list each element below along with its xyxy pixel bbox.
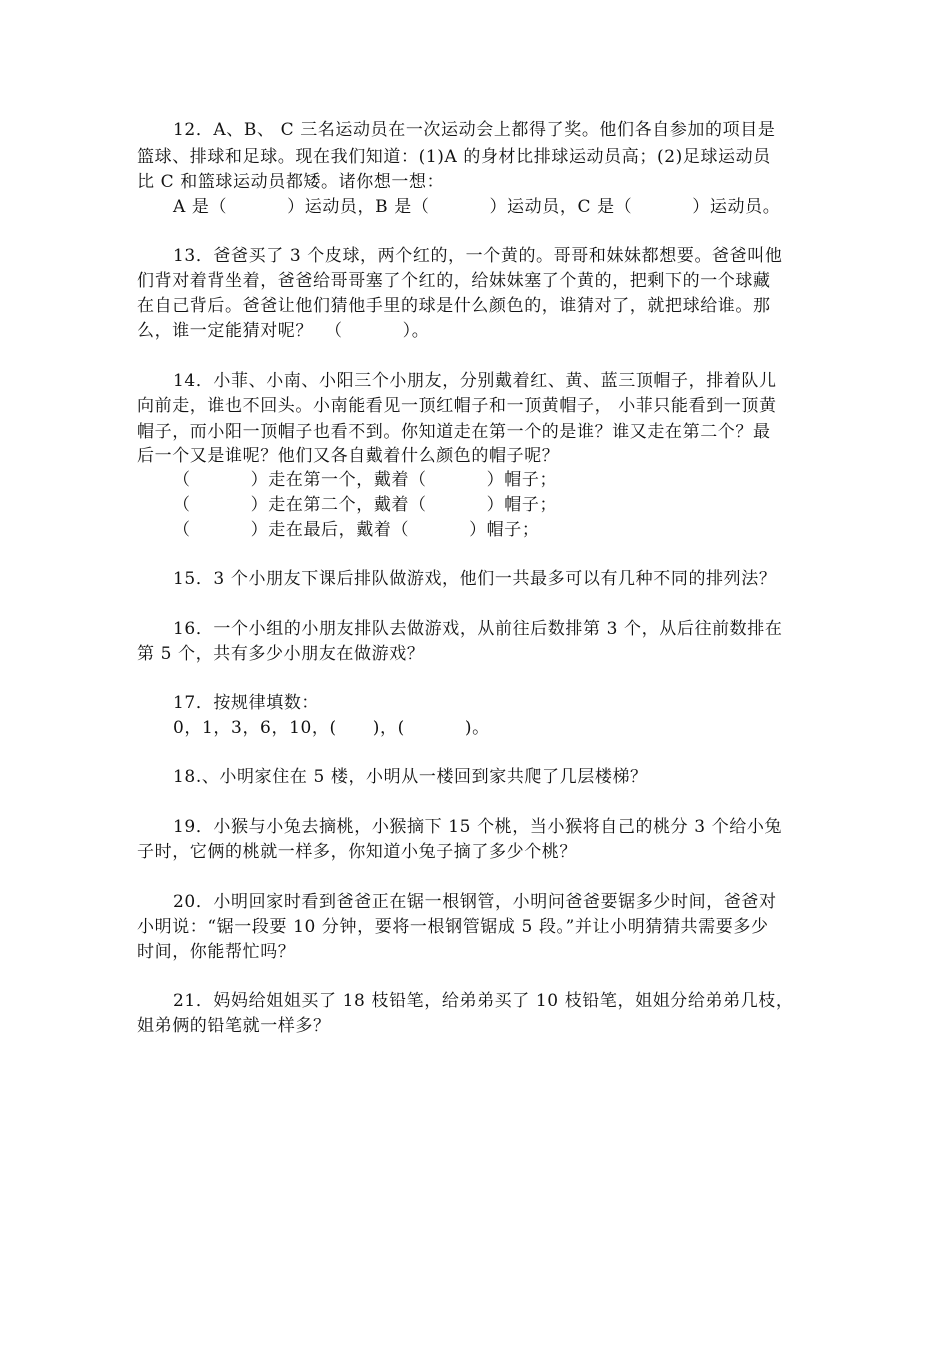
q14-answer-line-1: （ ）走在第一个，戴着（ ）帽子； (173, 470, 558, 490)
q12-line-1: 12．A、B、 C 三名运动员在一次运动会上都得了奖。他们各自参加的项目是 (173, 120, 776, 140)
q20-line-2: 小明说：“锯一段要 10 分钟，要将一根钢管锯成 5 段。”并让小明猜猜共需要多少 (137, 917, 769, 937)
q13-line-3: 在自己背后。爸爸让他们猜他手里的球是什么颜色的，谁猜对了，就把球给谁。那 (137, 296, 771, 316)
q13-line-4: 么，谁一定能猜对呢？ （ ）。 (137, 321, 430, 341)
q14-line-1: 14．小菲、小南、小阳三个小朋友，分别戴着红、黄、蓝三顶帽子，排着队儿 (173, 371, 777, 391)
q19-line-2: 子时，它俩的桃就一样多，你知道小兔子摘了多少个桃？ (137, 842, 577, 862)
q12-answer-line: A 是（ ）运动员，B 是（ ）运动员，C 是（ ）运动员。 (173, 197, 781, 217)
q12-line-2: 篮球、排球和足球。现在我们知道：(1)A 的身材比排球运动员高；(2)足球运动员 (137, 147, 771, 167)
q21-line-1: 21．妈妈给姐姐买了 18 枝铅笔，给弟弟买了 10 枝铅笔，姐姐分给弟弟几枝， (173, 991, 794, 1011)
q21-line-2: 姐弟俩的铅笔就一样多？ (137, 1016, 331, 1036)
q20-line-3: 时间，你能帮忙吗？ (137, 942, 296, 962)
q13-line-1: 13．爸爸买了 3 个皮球，两个红的，一个黄的。哥哥和妹妹都想要。爸爸叫他 (173, 246, 783, 266)
q12-line-3: 比 C 和篮球运动员都矮。诸你想一想： (137, 172, 445, 192)
q13-line-2: 们背对着背坐着，爸爸给哥哥塞了个红的，给妹妹塞了个黄的，把剩下的一个球藏 (137, 271, 771, 291)
q15-line-1: 15．3 个小朋友下课后排队做游戏，他们一共最多可以有几种不同的排列法？ (173, 569, 777, 589)
q16-line-1: 16．一个小组的小朋友排队去做游戏，从前往后数排第 3 个，从后往前数排在 (173, 619, 783, 639)
q14-line-2: 向前走，谁也不回头。小南能看见一顶红帽子和一顶黄帽子， 小菲只能看到一顶黄 (137, 396, 777, 416)
q14-line-4: 后一个又是谁呢？他们又各自戴着什么颜色的帽子呢？ (137, 446, 560, 466)
q14-answer-line-3: （ ）走在最后，戴着（ ）帽子； (173, 520, 540, 540)
q14-line-3: 帽子，而小阳一顶帽子也看不到。你知道走在第一个的是谁？谁又走在第二个？最 (137, 422, 771, 442)
q14-answer-line-2: （ ）走在第二个，戴着（ ）帽子； (173, 495, 558, 515)
q20-line-1: 20．小明回家时看到爸爸正在锯一根钢管，小明问爸爸要锯多少时间，爸爸对 (173, 892, 777, 912)
q16-line-2: 第 5 个，共有多少小朋友在做游戏？ (137, 644, 425, 664)
q17-line-1: 17．按规律填数： (173, 693, 320, 713)
q17-sequence-line: 0，1，3，6，10，( )，( )。 (173, 718, 490, 738)
q18-line-1: 18.、小明家住在 5 楼，小明从一楼回到家共爬了几层楼梯？ (173, 767, 648, 787)
q19-line-1: 19．小猴与小兔去摘桃，小猴摘下 15 个桃，当小猴将自己的桃分 3 个给小兔 (173, 817, 783, 837)
